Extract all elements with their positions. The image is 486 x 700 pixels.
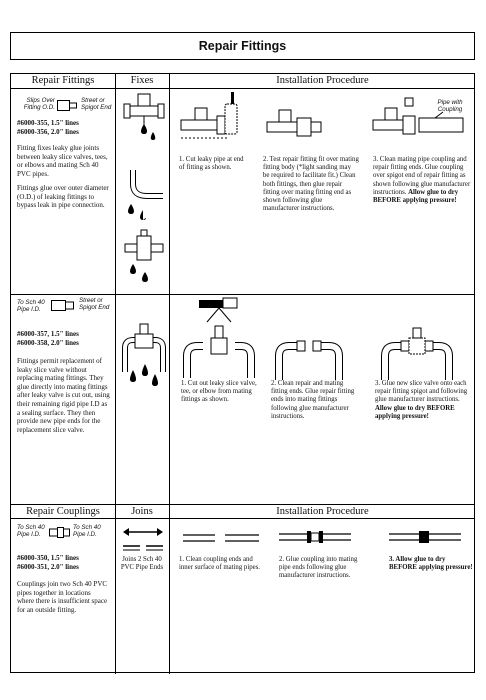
coupling-step2-caption: 2. Glue coupling into mating pipe ends following glue manufacturer instructions. — [279, 556, 358, 580]
step1-caption: 1. Cut leaky pipe at end of fitting as shown. — [179, 156, 244, 172]
coupling-step2-illustration — [277, 530, 353, 544]
coupling-label-right: To Sch 40 Pipe I.D. — [73, 524, 101, 538]
col-rule-2 — [169, 74, 170, 504]
header-repair-couplings: Repair Couplings — [26, 506, 100, 517]
step3-warning-2: Allow glue to dry BEFORE applying pressure! — [375, 404, 455, 420]
pipe-with-coupling-label: Pipe with Coupling — [437, 99, 463, 113]
fitting-icon — [57, 100, 77, 112]
header-installation-procedure-2: Installation Procedure — [276, 506, 369, 517]
header-rule-2 — [11, 518, 474, 519]
model-number: #6000-357, 1.5" lines — [17, 330, 79, 338]
step2-illustration — [265, 108, 325, 148]
step3-text: 3. Clean mating pipe coupling and repair fitting ends. Glue coupling over spigot end of repair fitting as shown following glue manufacturer instructions. — [373, 156, 471, 196]
step1-caption-2: 1. Cut out leaky slice valve, tee, or elbow from mating fittings as shown. — [181, 380, 257, 404]
step1-illustration — [179, 90, 239, 156]
step3-warning: Allow glue to dry BEFORE applying pressure! — [373, 188, 459, 205]
joins-illustration — [121, 526, 165, 552]
coupling-label-left: To Sch 40 Pipe I.D. — [17, 524, 45, 538]
model-number: #6000-355, 1.5" lines — [17, 119, 79, 127]
model-number: #6000-358, 2.0" lines — [17, 339, 79, 347]
coupling-description: Couplings join two Sch 40 PVC pipes together in locations where there is insufficient space for an outside fitting. — [17, 580, 108, 614]
repair-fittings-table — [10, 73, 475, 673]
model-number: #6000-351, 2.0" lines — [17, 563, 79, 571]
fixes-illustrations — [123, 92, 165, 292]
header-rule — [11, 88, 474, 89]
step3-illustration-2 — [379, 322, 455, 382]
page-title — [10, 32, 475, 60]
header-fixes: Fixes — [130, 75, 154, 86]
header-installation-procedure: Installation Procedure — [276, 75, 369, 86]
fitting-label-slips-over: Slips Over Fitting O.D. — [23, 97, 55, 111]
coupling-step3-illustration — [387, 530, 463, 544]
fitting-icon — [51, 300, 75, 312]
header-joins: Joins — [131, 506, 153, 517]
col-rule-1 — [115, 74, 116, 504]
model-number: #6000-350, 1.5" lines — [17, 554, 79, 562]
row-rule — [11, 294, 474, 295]
coupling-step1-caption: 1. Clean coupling ends and inner surface of mating pipes. — [179, 556, 260, 572]
col-rule-3 — [115, 504, 116, 674]
coupling-icon — [49, 527, 71, 539]
fitting-description: Fittings permit replacement of leaky slice valve without replacing mating fittings. They glue directly into mating fittings after leaky valve is cut out, using their remaining rigid pipe I.D as a sealing surface. They then provide new pipe ends for the replacement slice valve. — [17, 357, 110, 434]
step3-caption-2 — [375, 380, 469, 421]
fitting-label-street-end: Street or Spigot End — [79, 297, 110, 311]
fitting-description: Fitting fixes leaky glue joints between leaky slice valves, tees, or elbows and mating Sch 40 PVC pipes. — [17, 144, 108, 178]
header-repair-fittings: Repair Fittings — [31, 75, 95, 86]
coupling-step3-caption: 3. Allow glue to dry BEFORE applying pressure! — [389, 556, 473, 572]
fitting-label-street-end: Street or Spigot End — [81, 97, 112, 111]
valve-leak-illustration — [121, 308, 167, 408]
step2-illustration-2 — [273, 338, 345, 382]
section-rule — [11, 504, 474, 505]
coupling-step1-illustration — [181, 532, 261, 544]
step2-caption-2: 2. Clean repair and mating fitting ends. Glue repair fitting ends into mating fittings following glue manufacturer instructions. — [271, 380, 355, 420]
step3-text-2: 3. Glue new slice valve onto each repair fitting spigot and following glue manufacturer instructions. — [375, 380, 468, 404]
step3-caption — [373, 156, 471, 205]
col-rule-4 — [169, 504, 170, 674]
page-title-text: Repair Fittings — [198, 39, 287, 53]
step2-caption: 2. Test repair fitting fit over mating fitting body (*light sanding may be required to facilitate fit.) Clean both fittings, then glue repair fitting over mating fitting end as shown following glue manufacturer instructions. — [263, 156, 359, 213]
fitting-description: Fittings glue over outer diameter (O.D.) of leaking fittings to bypass leak in pipe connection. — [17, 184, 109, 210]
model-number: #6000-356, 2.0" lines — [17, 128, 79, 136]
fitting-label-to-sch40: To Sch 40 Pipe I.D. — [17, 299, 45, 313]
joins-caption: Joins 2 Sch 40 PVC Pipe Ends — [120, 556, 164, 572]
step1-illustration-2 — [181, 300, 259, 380]
